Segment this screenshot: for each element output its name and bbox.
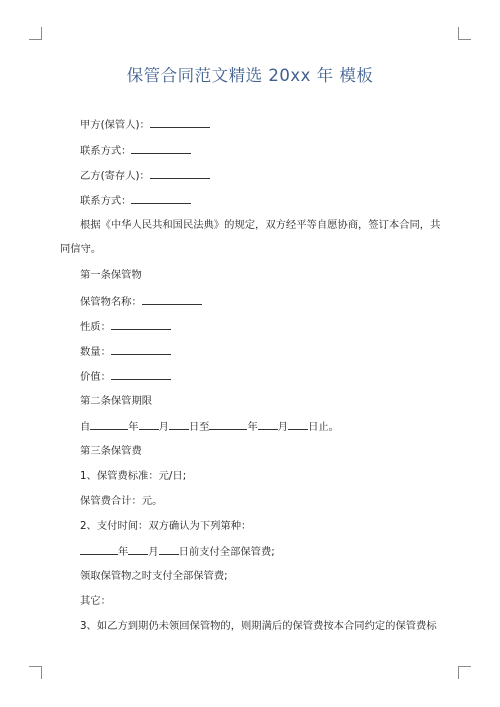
party-a-contact-label: 联系方式：: [80, 145, 132, 157]
item-value-line: [80, 369, 171, 384]
fill-blank: [150, 168, 210, 179]
article-2-heading: 第二条保管期限: [80, 395, 153, 407]
payment-year: 年: [118, 546, 129, 558]
fill-blank: [128, 544, 148, 555]
article-1-heading: 第一条保管物: [80, 269, 142, 281]
crop-mark-bottom-right: [458, 666, 471, 679]
fill-blank: [142, 294, 202, 305]
fill-blank: [288, 419, 308, 430]
party-b-contact-line: [80, 193, 191, 208]
payment-date-line: [80, 544, 275, 559]
fill-blank: [80, 544, 118, 555]
fill-blank: [111, 369, 171, 380]
article-3-heading: 第三条保管费: [80, 445, 142, 457]
period-year-2: 年: [247, 421, 258, 433]
payment-month: 月: [148, 546, 159, 558]
preamble-line-1: 根据《中华人民共和国民法典》的规定，双方经平等自愿协商，签订本合同，共: [80, 219, 441, 231]
fill-blank: [111, 344, 171, 355]
fill-blank: [131, 193, 191, 204]
item-name-label: 保管物名称：: [80, 296, 142, 308]
payment-on-pickup-line: 领取保管物之时支付全部保管费;: [80, 570, 228, 582]
document-title: 保管合同范文精选 20xx 年 模板: [126, 66, 374, 85]
overdue-clause-line: 3、如乙方到期仍未领回保管物的，则期满后的保管费按本合同约定的保管费标: [80, 620, 437, 632]
fill-blank: [150, 117, 210, 128]
crop-mark-top-right: [458, 27, 471, 40]
period-month-1: 月: [158, 421, 169, 433]
period-year-1: 年: [128, 421, 139, 433]
period-line: [80, 419, 339, 434]
fill-blank: [139, 419, 159, 430]
item-name-line: [80, 294, 202, 309]
period-month-2: 月: [277, 421, 289, 433]
preamble-line-2: 同信守。: [60, 243, 102, 255]
party-a-line: [80, 117, 210, 132]
party-a-label: 甲方(保管人)：: [80, 119, 150, 131]
fill-blank: [111, 319, 171, 330]
party-b-label: 乙方(寄存人)：: [80, 170, 150, 182]
fill-blank: [258, 419, 278, 430]
period-end: 日止。: [308, 421, 339, 433]
period-day-1: 日至: [188, 421, 210, 433]
crop-mark-bottom-left: [29, 666, 42, 679]
party-b-contact-label: 联系方式：: [80, 195, 132, 207]
item-value-label: 价值：: [80, 371, 111, 383]
fill-blank: [159, 544, 179, 555]
item-quantity-line: [80, 344, 171, 359]
fill-blank: [131, 143, 191, 154]
payment-time-line: 2、支付时间：双方确认为下列第种：: [80, 520, 252, 532]
fill-blank: [90, 419, 128, 430]
crop-mark-top-left: [29, 27, 42, 40]
fill-blank: [169, 419, 189, 430]
item-nature-label: 性质：: [80, 321, 111, 333]
party-a-contact-line: [80, 143, 191, 158]
period-start: 自: [80, 421, 91, 433]
party-b-line: [80, 168, 210, 183]
item-quantity-label: 数量：: [80, 346, 111, 358]
fee-standard-line: 1、保管费标准：元/日;: [80, 470, 187, 482]
fill-blank: [209, 419, 247, 430]
item-nature-line: [80, 319, 171, 334]
other-line: 其它：: [80, 595, 111, 607]
payment-rest: 日前支付全部保管费;: [178, 546, 275, 558]
fee-total-line: 保管费合计：元。: [80, 495, 163, 507]
